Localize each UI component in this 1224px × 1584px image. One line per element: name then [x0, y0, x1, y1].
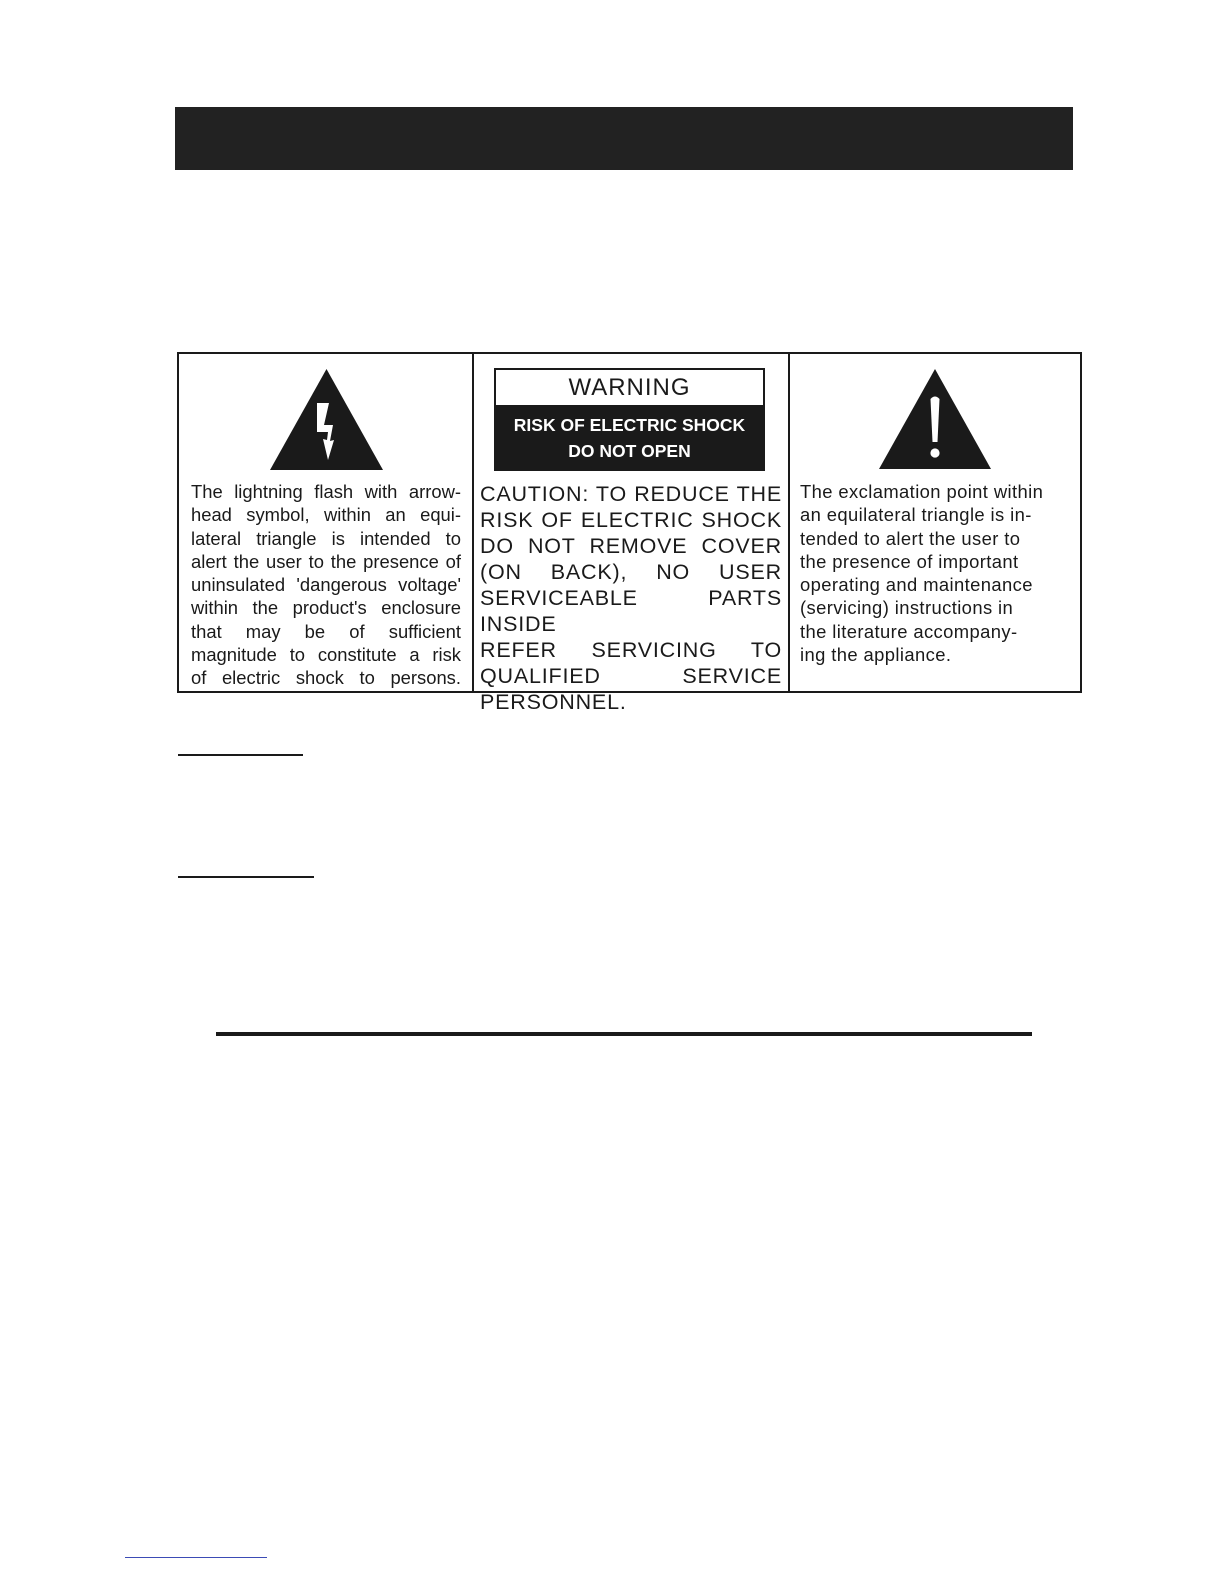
description-line: magnitude to constitute a risk — [191, 644, 461, 666]
description-line: within the product's enclosure — [191, 597, 461, 619]
caution-line: RISK OF ELECTRIC SHOCK — [480, 508, 782, 532]
description-line: ing the appliance. — [800, 644, 952, 666]
warning-label — [494, 368, 765, 471]
lightning-symbol-cell — [179, 354, 474, 691]
warning-symbols-table — [177, 352, 1082, 714]
header-bar — [175, 107, 1073, 170]
exclamation-triangle-icon — [879, 369, 991, 469]
description-line: of electric shock to persons. — [191, 667, 461, 689]
description-line: head symbol, within an equi- — [191, 504, 461, 526]
caution-line: CAUTION: TO REDUCE THE — [480, 482, 782, 506]
warning-line-open: DO NOT OPEN — [568, 441, 691, 461]
caution-line: SERVICEABLE PARTS INSIDE — [480, 586, 782, 636]
description-line: an equilateral triangle is in- — [800, 504, 1032, 526]
footer-link-underline[interactable] — [125, 1557, 267, 1558]
description-line: lateral triangle is intended to — [191, 527, 461, 549]
description-line: the presence of important — [800, 550, 1019, 572]
description-line: that may be of sufficient — [191, 620, 461, 642]
lightning-symbol-description — [191, 480, 461, 690]
caution-text — [480, 481, 782, 715]
description-line: the literature accompany- — [800, 620, 1018, 642]
description-line: tended to alert the user to — [800, 527, 1021, 549]
warning-label-cell — [474, 354, 790, 714]
description-line: uninsulated 'dangerous voltage' — [191, 574, 461, 596]
description-line: The exclamation point within — [800, 481, 1044, 502]
description-line: (servicing) instructions in — [800, 597, 1014, 619]
exclamation-symbol-cell — [790, 354, 1080, 691]
section-divider — [216, 1032, 1032, 1036]
caution-line: DO NOT REMOVE COVER — [480, 534, 782, 558]
description-line: The lightning flash with arrow- — [191, 481, 461, 502]
heading-underline — [178, 754, 303, 756]
description-line: operating and maintenance — [800, 574, 1033, 596]
warning-dark-panel — [496, 405, 763, 469]
exclamation-symbol-description — [800, 480, 1071, 666]
caution-line: PERSONNEL. — [480, 690, 627, 714]
caution-line: (ON BACK), NO USER — [480, 560, 782, 584]
caution-line: REFER SERVICING TO — [480, 638, 782, 662]
lightning-triangle-icon — [270, 369, 383, 470]
heading-underline — [178, 876, 314, 878]
warning-line-shock: RISK OF ELECTRIC SHOCK — [513, 415, 746, 435]
description-line: alert the user to the presence of — [191, 550, 461, 572]
warning-title: WARNING — [568, 374, 691, 401]
caution-line: QUALIFIED SERVICE — [480, 664, 782, 688]
